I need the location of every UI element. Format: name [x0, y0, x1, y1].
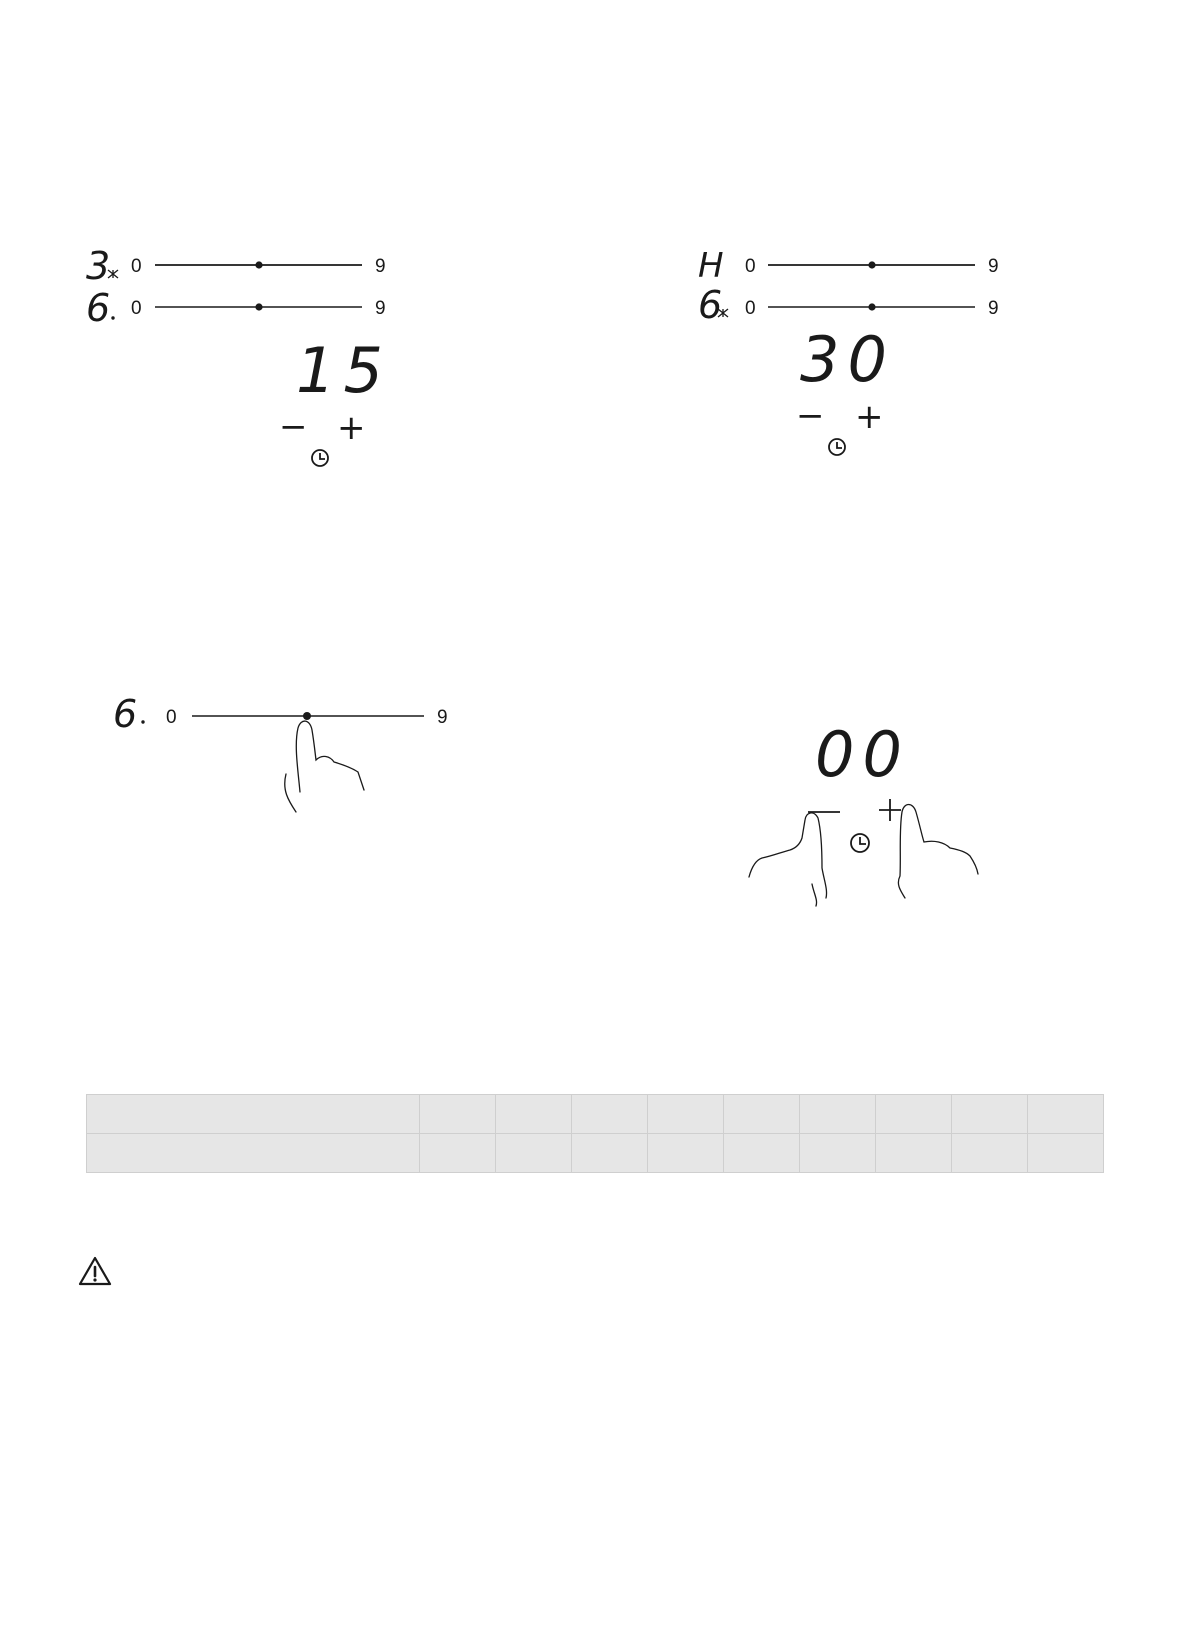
- dot-indicator-icon: [141, 720, 144, 723]
- clock-icon[interactable]: [829, 439, 845, 455]
- plus-button[interactable]: +: [855, 397, 884, 437]
- plus-button[interactable]: +: [337, 408, 366, 448]
- slider-marker[interactable]: [255, 303, 262, 310]
- minus-button[interactable]: −: [796, 396, 825, 436]
- timer-table: [86, 1094, 1104, 1173]
- table-cell: [1028, 1134, 1104, 1173]
- table-cell: [496, 1095, 572, 1134]
- slider-marker[interactable]: [868, 261, 875, 268]
- scale-max-label: 9: [437, 707, 448, 728]
- table-cell: [724, 1095, 800, 1134]
- zone-row-1: [86, 244, 386, 288]
- right-finger-icon: [898, 805, 978, 899]
- scale-max-label: 9: [988, 298, 999, 319]
- zone-row-2: [698, 283, 999, 327]
- plus-button[interactable]: [879, 799, 901, 821]
- figure-3: [113, 692, 448, 812]
- figure-1: [86, 244, 391, 466]
- figure-2: [698, 246, 999, 455]
- zone-symbol: 6: [86, 286, 111, 330]
- slider-marker[interactable]: [255, 261, 262, 268]
- table-cell: [876, 1134, 952, 1173]
- slider-marker[interactable]: [868, 303, 875, 310]
- table-cell: [87, 1095, 420, 1134]
- zone-symbol: 3: [86, 244, 111, 288]
- clock-icon[interactable]: [312, 450, 328, 466]
- timer-display: 15: [296, 334, 391, 407]
- table-row: [87, 1134, 1104, 1173]
- clock-icon[interactable]: [851, 834, 869, 852]
- zone-row-1: [698, 246, 999, 286]
- table-cell: [1028, 1095, 1104, 1134]
- finger-touch-icon: [285, 721, 364, 812]
- zone-row-2: [86, 286, 386, 330]
- zone-symbol: 6: [113, 692, 138, 736]
- scale-min-label: 0: [166, 707, 177, 728]
- figure-4: [749, 718, 978, 906]
- table-cell: [648, 1134, 724, 1173]
- table-cell: [876, 1095, 952, 1134]
- zone-symbol: 6: [698, 283, 723, 327]
- table-cell: [420, 1134, 496, 1173]
- table-cell: [724, 1134, 800, 1173]
- dot-indicator-icon: [111, 316, 114, 319]
- table-cell: [800, 1095, 876, 1134]
- table-cell: [648, 1095, 724, 1134]
- table-cell: [420, 1095, 496, 1134]
- minus-button[interactable]: −: [279, 407, 308, 447]
- table-cell: [496, 1134, 572, 1173]
- table-cell: [87, 1134, 420, 1173]
- table-cell: [800, 1134, 876, 1173]
- zone-symbol: H: [698, 246, 724, 286]
- scale-max-label: 9: [375, 298, 386, 319]
- scale-max-label: 9: [375, 256, 386, 277]
- warning-triangle-icon: [78, 1256, 112, 1286]
- table-cell: [952, 1134, 1028, 1173]
- table-cell: [572, 1095, 648, 1134]
- scale-min-label: 0: [745, 256, 756, 277]
- timer-display: 00: [815, 718, 910, 791]
- table-cell: [572, 1134, 648, 1173]
- left-finger-icon: [749, 813, 827, 906]
- scale-min-label: 0: [131, 298, 142, 319]
- slider-marker[interactable]: [303, 712, 311, 720]
- timer-display: 30: [800, 323, 895, 396]
- scale-min-label: 0: [745, 298, 756, 319]
- table-row: [87, 1095, 1104, 1134]
- scale-min-label: 0: [131, 256, 142, 277]
- scale-max-label: 9: [988, 256, 999, 277]
- table-cell: [952, 1095, 1028, 1134]
